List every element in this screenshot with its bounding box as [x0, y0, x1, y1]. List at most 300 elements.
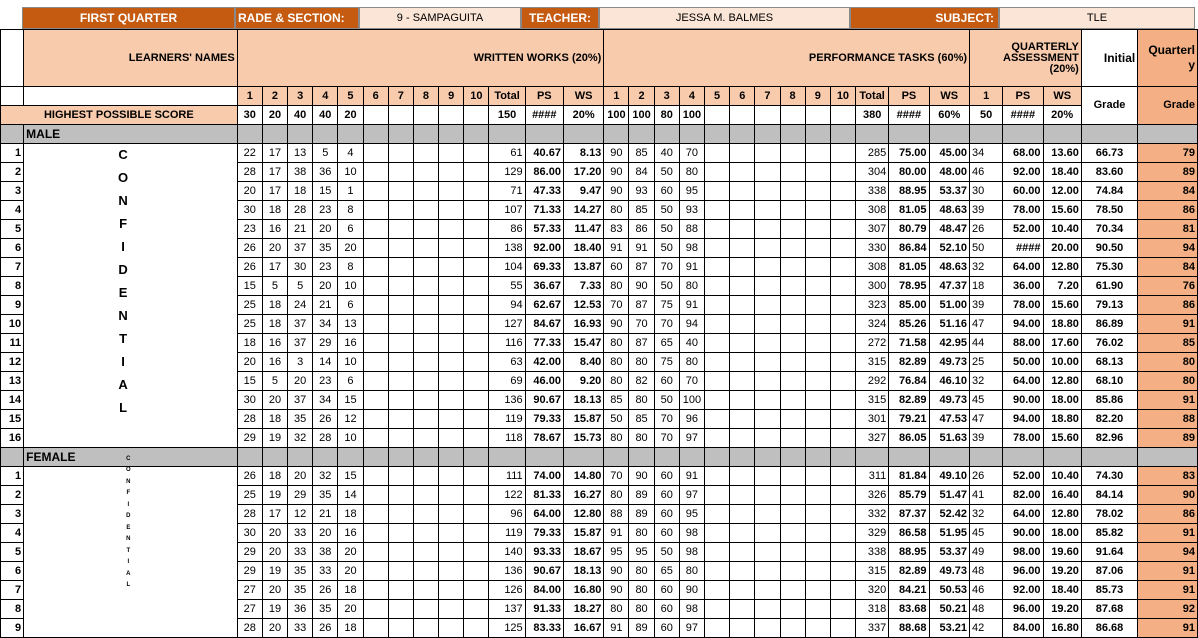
ww-score-cell[interactable]	[388, 163, 413, 182]
ww-score-cell[interactable]	[439, 201, 464, 220]
qa-score-cell[interactable]: 50	[970, 239, 1003, 258]
pt-score-cell[interactable]: 90	[629, 277, 654, 296]
ww-score-cell[interactable]	[439, 467, 464, 486]
ww-score-cell[interactable]: 27	[237, 581, 262, 600]
pt-score-cell[interactable]	[780, 543, 805, 562]
pt-score-cell[interactable]	[805, 144, 830, 163]
pt-score-cell[interactable]	[830, 334, 855, 353]
ww-score-cell[interactable]: 8	[338, 258, 363, 277]
ww-score-cell[interactable]: 20	[313, 277, 338, 296]
pt-score-cell[interactable]: 84	[629, 163, 654, 182]
pt-score-cell[interactable]	[755, 619, 780, 638]
ww-score-cell[interactable]: 16	[262, 353, 287, 372]
pt-score-cell[interactable]	[780, 524, 805, 543]
pt-score-cell[interactable]: 60	[654, 372, 679, 391]
pt-score-cell[interactable]	[830, 315, 855, 334]
ww-score-cell[interactable]: 34	[313, 391, 338, 410]
pt-score-cell[interactable]: 90	[604, 315, 629, 334]
ww-score-cell[interactable]	[363, 353, 388, 372]
ww-score-cell[interactable]	[439, 315, 464, 334]
ww-score-cell[interactable]	[363, 543, 388, 562]
pt-score-cell[interactable]	[805, 201, 830, 220]
pt-score-cell[interactable]: 89	[629, 486, 654, 505]
ww-score-cell[interactable]	[388, 277, 413, 296]
pt-score-cell[interactable]	[755, 372, 780, 391]
ww-score-cell[interactable]	[413, 220, 438, 239]
ww-score-cell[interactable]	[439, 296, 464, 315]
ww-score-cell[interactable]: 10	[338, 277, 363, 296]
ww-score-cell[interactable]: 15	[313, 182, 338, 201]
ww-score-cell[interactable]: 26	[313, 619, 338, 638]
pt-score-cell[interactable]: 91	[604, 524, 629, 543]
ww-score-cell[interactable]: 20	[313, 220, 338, 239]
pt-score-cell[interactable]	[755, 524, 780, 543]
ww-score-cell[interactable]: 37	[288, 315, 313, 334]
pt-score-cell[interactable]	[805, 220, 830, 239]
ww-score-cell[interactable]	[439, 562, 464, 581]
pt-score-cell[interactable]: 60	[654, 524, 679, 543]
qa-score-cell[interactable]: 32	[970, 258, 1003, 277]
qa-score-cell[interactable]: 41	[970, 486, 1003, 505]
pt-score-cell[interactable]	[730, 182, 755, 201]
pt-score-cell[interactable]	[755, 600, 780, 619]
ww-score-cell[interactable]	[413, 581, 438, 600]
ww-score-cell[interactable]: 33	[288, 543, 313, 562]
pt-score-cell[interactable]: 85	[629, 144, 654, 163]
ww-score-cell[interactable]: 13	[338, 315, 363, 334]
ww-score-cell[interactable]: 1	[338, 182, 363, 201]
ww-score-cell[interactable]: 21	[288, 220, 313, 239]
pt-score-cell[interactable]	[780, 220, 805, 239]
ww-score-cell[interactable]: 35	[313, 239, 338, 258]
qa-score-cell[interactable]: 46	[970, 163, 1003, 182]
pt-score-cell[interactable]	[705, 429, 730, 448]
ww-score-cell[interactable]	[464, 201, 489, 220]
pt-score-cell[interactable]: 80	[604, 486, 629, 505]
ww-score-cell[interactable]: 29	[313, 334, 338, 353]
pt-score-cell[interactable]: 50	[654, 220, 679, 239]
pt-score-cell[interactable]	[780, 505, 805, 524]
pt-score-cell[interactable]: 98	[679, 543, 704, 562]
pt-score-cell[interactable]	[705, 201, 730, 220]
ww-score-cell[interactable]	[413, 467, 438, 486]
ww-score-cell[interactable]	[388, 296, 413, 315]
ww-score-cell[interactable]: 15	[338, 391, 363, 410]
qa-score-cell[interactable]: 34	[970, 144, 1003, 163]
pt-score-cell[interactable]: 65	[654, 334, 679, 353]
ww-score-cell[interactable]	[464, 353, 489, 372]
pt-score-cell[interactable]	[705, 258, 730, 277]
pt-score-cell[interactable]: 60	[604, 258, 629, 277]
qa-score-cell[interactable]: 45	[970, 524, 1003, 543]
ww-score-cell[interactable]: 29	[237, 543, 262, 562]
pt-score-cell[interactable]	[755, 353, 780, 372]
qa-score-cell[interactable]: 39	[970, 201, 1003, 220]
pt-score-cell[interactable]: 50	[654, 277, 679, 296]
ww-score-cell[interactable]	[363, 182, 388, 201]
pt-score-cell[interactable]	[755, 391, 780, 410]
pt-score-cell[interactable]	[780, 201, 805, 220]
pt-score-cell[interactable]	[730, 619, 755, 638]
pt-score-cell[interactable]: 60	[654, 505, 679, 524]
pt-score-cell[interactable]	[830, 524, 855, 543]
pt-score-cell[interactable]: 88	[679, 220, 704, 239]
ww-score-cell[interactable]	[413, 391, 438, 410]
ww-score-cell[interactable]: 30	[237, 201, 262, 220]
ww-score-cell[interactable]: 36	[288, 600, 313, 619]
ww-score-cell[interactable]: 18	[262, 201, 287, 220]
ww-score-cell[interactable]	[413, 372, 438, 391]
ww-score-cell[interactable]: 20	[262, 619, 287, 638]
pt-score-cell[interactable]	[830, 581, 855, 600]
qa-score-cell[interactable]: 42	[970, 619, 1003, 638]
subject-value[interactable]: TLE	[999, 7, 1195, 29]
qa-score-cell[interactable]: 48	[970, 600, 1003, 619]
pt-score-cell[interactable]	[705, 315, 730, 334]
ww-score-cell[interactable]	[413, 144, 438, 163]
ww-score-cell[interactable]: 26	[313, 581, 338, 600]
pt-score-cell[interactable]: 60	[654, 467, 679, 486]
ww-score-cell[interactable]: 18	[262, 296, 287, 315]
ww-score-cell[interactable]	[363, 315, 388, 334]
qa-score-cell[interactable]: 39	[970, 296, 1003, 315]
qa-score-cell[interactable]: 46	[970, 581, 1003, 600]
ww-score-cell[interactable]: 20	[237, 353, 262, 372]
pt-score-cell[interactable]: 80	[604, 277, 629, 296]
pt-score-cell[interactable]: 83	[604, 220, 629, 239]
pt-score-cell[interactable]: 50	[654, 391, 679, 410]
ww-score-cell[interactable]	[388, 372, 413, 391]
ww-score-cell[interactable]	[363, 258, 388, 277]
pt-score-cell[interactable]: 90	[679, 581, 704, 600]
qa-score-cell[interactable]: 47	[970, 410, 1003, 429]
pt-score-cell[interactable]: 80	[604, 334, 629, 353]
ww-score-cell[interactable]	[413, 600, 438, 619]
ww-score-cell[interactable]: 18	[237, 334, 262, 353]
pt-score-cell[interactable]	[705, 353, 730, 372]
pt-score-cell[interactable]	[830, 467, 855, 486]
pt-score-cell[interactable]: 40	[679, 334, 704, 353]
pt-score-cell[interactable]: 85	[629, 201, 654, 220]
pt-score-cell[interactable]	[780, 410, 805, 429]
pt-score-cell[interactable]: 50	[654, 163, 679, 182]
pt-score-cell[interactable]	[780, 182, 805, 201]
ww-score-cell[interactable]	[363, 220, 388, 239]
ww-score-cell[interactable]	[413, 163, 438, 182]
ww-score-cell[interactable]	[363, 429, 388, 448]
ww-score-cell[interactable]: 17	[262, 144, 287, 163]
ww-score-cell[interactable]	[388, 600, 413, 619]
pt-score-cell[interactable]: 88	[604, 505, 629, 524]
pt-score-cell[interactable]	[705, 372, 730, 391]
ww-score-cell[interactable]	[464, 505, 489, 524]
pt-score-cell[interactable]	[780, 581, 805, 600]
pt-score-cell[interactable]	[730, 524, 755, 543]
pt-score-cell[interactable]: 94	[679, 315, 704, 334]
pt-score-cell[interactable]	[705, 182, 730, 201]
pt-score-cell[interactable]	[780, 315, 805, 334]
pt-score-cell[interactable]	[830, 391, 855, 410]
pt-score-cell[interactable]: 91	[629, 239, 654, 258]
pt-score-cell[interactable]	[805, 334, 830, 353]
qa-score-cell[interactable]: 32	[970, 372, 1003, 391]
pt-score-cell[interactable]	[730, 220, 755, 239]
ww-score-cell[interactable]	[413, 619, 438, 638]
pt-score-cell[interactable]	[805, 524, 830, 543]
pt-score-cell[interactable]: 90	[604, 581, 629, 600]
pt-score-cell[interactable]	[830, 505, 855, 524]
ww-score-cell[interactable]: 29	[288, 486, 313, 505]
pt-score-cell[interactable]: 50	[654, 543, 679, 562]
ww-score-cell[interactable]	[363, 619, 388, 638]
ww-score-cell[interactable]: 19	[262, 600, 287, 619]
ww-score-cell[interactable]: 32	[288, 429, 313, 448]
ww-score-cell[interactable]: 20	[338, 543, 363, 562]
pt-score-cell[interactable]	[780, 600, 805, 619]
ww-score-cell[interactable]: 35	[313, 600, 338, 619]
ww-score-cell[interactable]: 8	[338, 201, 363, 220]
ww-score-cell[interactable]	[388, 201, 413, 220]
qa-score-cell[interactable]: 32	[970, 505, 1003, 524]
ww-score-cell[interactable]: 5	[288, 277, 313, 296]
pt-score-cell[interactable]: 87	[629, 258, 654, 277]
ww-score-cell[interactable]	[464, 410, 489, 429]
pt-score-cell[interactable]	[805, 619, 830, 638]
pt-score-cell[interactable]	[805, 600, 830, 619]
pt-score-cell[interactable]	[705, 600, 730, 619]
ww-score-cell[interactable]	[413, 334, 438, 353]
pt-score-cell[interactable]	[730, 277, 755, 296]
ww-score-cell[interactable]	[439, 334, 464, 353]
ww-score-cell[interactable]: 20	[237, 182, 262, 201]
ww-score-cell[interactable]: 3	[288, 353, 313, 372]
pt-score-cell[interactable]: 95	[679, 182, 704, 201]
pt-score-cell[interactable]: 70	[679, 144, 704, 163]
ww-score-cell[interactable]	[464, 239, 489, 258]
ww-score-cell[interactable]	[439, 543, 464, 562]
ww-score-cell[interactable]: 23	[313, 201, 338, 220]
ww-score-cell[interactable]	[388, 486, 413, 505]
pt-score-cell[interactable]: 70	[604, 467, 629, 486]
pt-score-cell[interactable]	[830, 163, 855, 182]
ww-score-cell[interactable]: 18	[262, 315, 287, 334]
ww-score-cell[interactable]	[464, 391, 489, 410]
pt-score-cell[interactable]	[730, 543, 755, 562]
pt-score-cell[interactable]	[780, 296, 805, 315]
pt-score-cell[interactable]	[830, 429, 855, 448]
pt-score-cell[interactable]	[805, 239, 830, 258]
pt-score-cell[interactable]	[705, 163, 730, 182]
ww-score-cell[interactable]	[439, 258, 464, 277]
pt-score-cell[interactable]: 50	[654, 239, 679, 258]
ww-score-cell[interactable]	[363, 372, 388, 391]
ww-score-cell[interactable]	[464, 144, 489, 163]
ww-score-cell[interactable]	[363, 467, 388, 486]
pt-score-cell[interactable]	[755, 163, 780, 182]
pt-score-cell[interactable]	[705, 543, 730, 562]
ww-score-cell[interactable]	[439, 429, 464, 448]
ww-score-cell[interactable]: 26	[237, 239, 262, 258]
ww-score-cell[interactable]	[413, 543, 438, 562]
ww-score-cell[interactable]	[464, 619, 489, 638]
pt-score-cell[interactable]: 85	[604, 391, 629, 410]
ww-score-cell[interactable]	[388, 505, 413, 524]
pt-score-cell[interactable]: 80	[679, 353, 704, 372]
ww-score-cell[interactable]: 29	[237, 429, 262, 448]
pt-score-cell[interactable]: 80	[629, 562, 654, 581]
ww-score-cell[interactable]	[464, 562, 489, 581]
ww-score-cell[interactable]: 30	[237, 391, 262, 410]
ww-score-cell[interactable]: 5	[262, 277, 287, 296]
pt-score-cell[interactable]: 80	[604, 429, 629, 448]
ww-score-cell[interactable]	[464, 486, 489, 505]
ww-score-cell[interactable]: 15	[237, 277, 262, 296]
pt-score-cell[interactable]: 50	[604, 410, 629, 429]
ww-score-cell[interactable]	[439, 372, 464, 391]
pt-score-cell[interactable]: 80	[604, 600, 629, 619]
ww-score-cell[interactable]: 37	[288, 334, 313, 353]
pt-score-cell[interactable]: 90	[604, 182, 629, 201]
ww-score-cell[interactable]	[363, 600, 388, 619]
ww-score-cell[interactable]	[363, 581, 388, 600]
pt-score-cell[interactable]: 80	[629, 600, 654, 619]
ww-score-cell[interactable]	[439, 163, 464, 182]
pt-score-cell[interactable]	[730, 581, 755, 600]
pt-score-cell[interactable]	[780, 258, 805, 277]
pt-score-cell[interactable]: 93	[679, 201, 704, 220]
ww-score-cell[interactable]: 17	[262, 163, 287, 182]
ww-score-cell[interactable]	[363, 562, 388, 581]
pt-score-cell[interactable]	[730, 429, 755, 448]
pt-score-cell[interactable]	[830, 239, 855, 258]
pt-score-cell[interactable]: 90	[629, 467, 654, 486]
ww-score-cell[interactable]	[413, 353, 438, 372]
ww-score-cell[interactable]	[363, 144, 388, 163]
ww-score-cell[interactable]: 5	[262, 372, 287, 391]
pt-score-cell[interactable]	[755, 258, 780, 277]
ww-score-cell[interactable]: 26	[237, 258, 262, 277]
ww-score-cell[interactable]: 29	[237, 562, 262, 581]
ww-score-cell[interactable]: 16	[338, 524, 363, 543]
pt-score-cell[interactable]	[805, 543, 830, 562]
pt-score-cell[interactable]	[830, 410, 855, 429]
pt-score-cell[interactable]	[705, 239, 730, 258]
qa-score-cell[interactable]: 25	[970, 353, 1003, 372]
ww-score-cell[interactable]: 28	[237, 619, 262, 638]
ww-score-cell[interactable]: 6	[338, 296, 363, 315]
ww-score-cell[interactable]: 30	[237, 524, 262, 543]
pt-score-cell[interactable]: 98	[679, 239, 704, 258]
ww-score-cell[interactable]: 38	[313, 543, 338, 562]
ww-score-cell[interactable]: 19	[262, 429, 287, 448]
ww-score-cell[interactable]	[439, 277, 464, 296]
ww-score-cell[interactable]	[413, 410, 438, 429]
ww-score-cell[interactable]: 35	[288, 562, 313, 581]
ww-score-cell[interactable]	[388, 543, 413, 562]
pt-score-cell[interactable]: 70	[654, 315, 679, 334]
pt-score-cell[interactable]	[755, 410, 780, 429]
ww-score-cell[interactable]: 35	[288, 410, 313, 429]
ww-score-cell[interactable]: 14	[338, 486, 363, 505]
ww-score-cell[interactable]: 13	[288, 144, 313, 163]
ww-score-cell[interactable]: 30	[288, 258, 313, 277]
ww-score-cell[interactable]: 33	[313, 562, 338, 581]
pt-score-cell[interactable]	[805, 486, 830, 505]
pt-score-cell[interactable]: 90	[604, 163, 629, 182]
ww-score-cell[interactable]: 12	[338, 410, 363, 429]
pt-score-cell[interactable]	[730, 201, 755, 220]
pt-score-cell[interactable]	[830, 201, 855, 220]
pt-score-cell[interactable]	[805, 505, 830, 524]
ww-score-cell[interactable]	[363, 486, 388, 505]
ww-score-cell[interactable]	[388, 334, 413, 353]
pt-score-cell[interactable]	[830, 600, 855, 619]
ww-score-cell[interactable]	[363, 296, 388, 315]
ww-score-cell[interactable]	[439, 600, 464, 619]
ww-score-cell[interactable]: 20	[262, 524, 287, 543]
pt-score-cell[interactable]: 80	[679, 163, 704, 182]
pt-score-cell[interactable]	[805, 258, 830, 277]
ww-score-cell[interactable]: 25	[237, 486, 262, 505]
qa-score-cell[interactable]: 47	[970, 315, 1003, 334]
ww-score-cell[interactable]: 36	[313, 163, 338, 182]
pt-score-cell[interactable]: 93	[629, 182, 654, 201]
ww-score-cell[interactable]	[439, 505, 464, 524]
ww-score-cell[interactable]	[464, 296, 489, 315]
pt-score-cell[interactable]: 70	[654, 410, 679, 429]
ww-score-cell[interactable]	[388, 144, 413, 163]
ww-score-cell[interactable]	[464, 543, 489, 562]
pt-score-cell[interactable]: 80	[604, 353, 629, 372]
pt-score-cell[interactable]	[755, 543, 780, 562]
ww-score-cell[interactable]	[413, 429, 438, 448]
pt-score-cell[interactable]: 75	[654, 296, 679, 315]
ww-score-cell[interactable]: 25	[237, 315, 262, 334]
ww-score-cell[interactable]	[388, 353, 413, 372]
pt-score-cell[interactable]	[830, 543, 855, 562]
qa-score-cell[interactable]: 30	[970, 182, 1003, 201]
pt-score-cell[interactable]	[805, 353, 830, 372]
ww-score-cell[interactable]	[388, 524, 413, 543]
ww-score-cell[interactable]	[363, 410, 388, 429]
ww-score-cell[interactable]: 32	[313, 467, 338, 486]
pt-score-cell[interactable]: 70	[679, 372, 704, 391]
pt-score-cell[interactable]	[780, 144, 805, 163]
pt-score-cell[interactable]: 70	[654, 258, 679, 277]
pt-score-cell[interactable]	[780, 391, 805, 410]
pt-score-cell[interactable]	[805, 562, 830, 581]
ww-score-cell[interactable]: 20	[262, 239, 287, 258]
grade-section-value[interactable]: 9 - SAMPAGUITA	[359, 7, 521, 29]
pt-score-cell[interactable]	[730, 144, 755, 163]
ww-score-cell[interactable]	[363, 163, 388, 182]
ww-score-cell[interactable]: 20	[338, 600, 363, 619]
ww-score-cell[interactable]: 28	[237, 410, 262, 429]
ww-score-cell[interactable]: 24	[288, 296, 313, 315]
pt-score-cell[interactable]: 80	[629, 429, 654, 448]
ww-score-cell[interactable]: 28	[288, 201, 313, 220]
pt-score-cell[interactable]	[780, 163, 805, 182]
pt-score-cell[interactable]	[705, 467, 730, 486]
ww-score-cell[interactable]	[464, 277, 489, 296]
pt-score-cell[interactable]: 87	[629, 334, 654, 353]
qa-score-cell[interactable]: 44	[970, 334, 1003, 353]
ww-score-cell[interactable]: 20	[262, 543, 287, 562]
ww-score-cell[interactable]	[413, 562, 438, 581]
ww-score-cell[interactable]	[363, 239, 388, 258]
ww-score-cell[interactable]: 20	[338, 239, 363, 258]
pt-score-cell[interactable]: 89	[629, 505, 654, 524]
